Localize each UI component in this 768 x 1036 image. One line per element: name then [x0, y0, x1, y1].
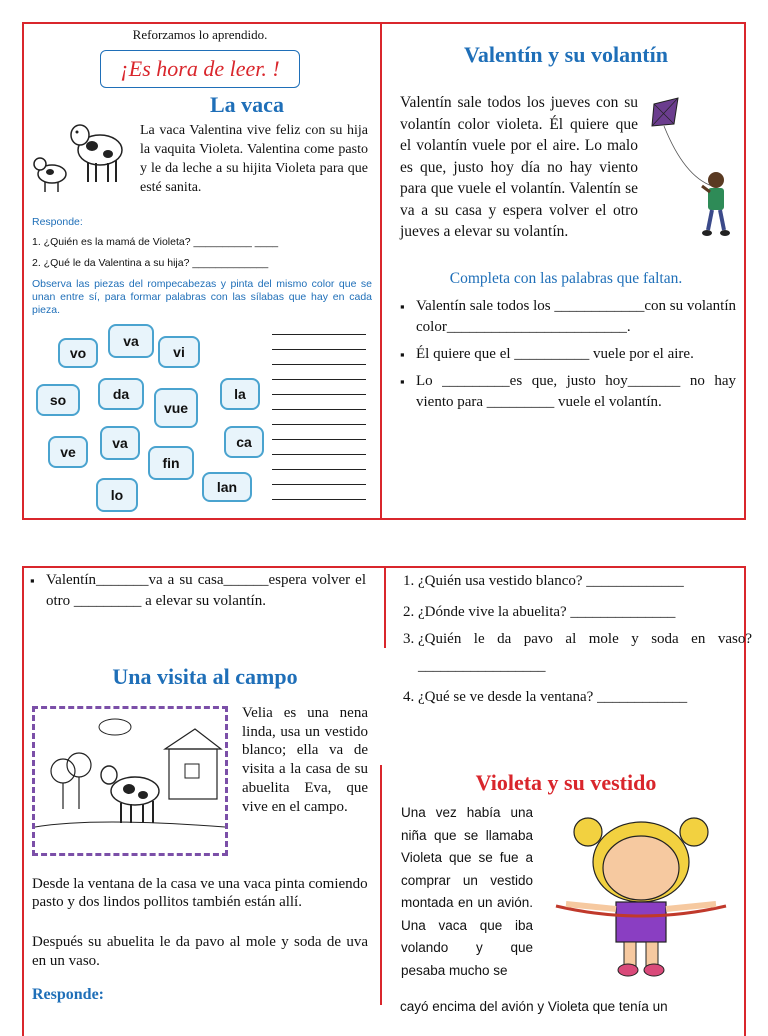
puzzle-piece[interactable]: vue [154, 388, 198, 428]
puzzle-piece[interactable]: ve [48, 436, 88, 468]
visita-question: 4. ¿Qué se ve desde la ventana? ____________ [418, 684, 752, 711]
fill-in-item: ▪ Valentín sale todos los ____________con su volantín color________________________. [400, 296, 736, 338]
farm-drawing [35, 709, 225, 853]
responde-label-bottom: Responde: [32, 986, 105, 1003]
answer-line[interactable] [272, 499, 366, 500]
puzzle-piece[interactable]: vi [158, 336, 200, 368]
valentin-story: Valentín sale todos los jueves con su volantín color violeta. Él quiere que el volantín vuele por el aire. Lo malo es que, justo hoy día no hay viento para que vuele el volantín. Valentín se va a su casa y espera volver el otro jueves a elevar su volantín. [400, 94, 638, 240]
reading-banner [100, 50, 300, 88]
girl-illustration [546, 814, 736, 984]
bottom-divider [384, 566, 386, 648]
syllable-puzzle [28, 318, 266, 518]
visita-question: 3. ¿Quién le da pavo al mole y soda en vaso? _________________ [418, 626, 752, 680]
fill-in-item: ▪ Él quiere que el __________ vuele por el aire. [400, 344, 736, 365]
complete-subtitle: Completa con las palabras que faltan. [449, 270, 683, 287]
visita-question: 2. ¿Dónde vive la abuelita? ______________ [418, 599, 752, 626]
answer-line[interactable] [272, 409, 366, 410]
answer-line[interactable] [272, 469, 366, 470]
puzzle-piece[interactable]: ca [224, 426, 264, 458]
top-divider [380, 22, 382, 520]
violeta-story-cont: cayó encima del avión y Violeta que tenía un [400, 999, 668, 1014]
fill-in-list [400, 296, 736, 413]
continuation-item: ▪ Valentín_______va a su casa______espera volver el otro _________ a elevar su volantín. [30, 570, 366, 612]
visita-story-side: Velia es una nena linda, usa un vestido blanco; ella va de visita a la casa de su abuelita Eva, que vive en el campo. [242, 705, 368, 815]
continuation-item-list [30, 570, 366, 612]
violeta-story-side: Una vez había una niña que se llamaba Violeta que se fue a comprar un vestido montada en un avión. Una vaca que iba volando y que pesaba mucho se [401, 805, 533, 978]
puzzle-instruction: Observa las piezas del rompecabezas y pinta del mismo color que se unan entre sí, para formar palabras con las sílabas que hay en cada pieza. [32, 278, 372, 316]
answer-line[interactable] [272, 424, 366, 425]
puzzle-piece[interactable]: fin [148, 446, 194, 480]
question-2: 2. ¿Qué le da Valentina a su hija? _____________ [32, 257, 269, 269]
answer-line[interactable] [272, 334, 366, 335]
puzzle-piece[interactable]: vo [58, 338, 98, 368]
answer-line[interactable] [272, 364, 366, 365]
bottom-divider-lower [380, 765, 382, 1005]
answer-line[interactable] [272, 454, 366, 455]
answer-line[interactable] [272, 439, 366, 440]
farm-illustration [32, 706, 228, 856]
visita-story-p3: Después su abuelita le da pavo al mole y soda de uva en un vaso. [32, 934, 368, 969]
story-title-visita: Una visita al campo [112, 664, 298, 689]
story-title-la-vaca: La vaca [210, 92, 284, 117]
la-vaca-story: La vaca Valentina vive feliz con su hija la vaquita Violeta. Valentina come pasto y le da leche a su hijita Violeta para que esté sanita. [140, 123, 368, 195]
puzzle-piece[interactable]: va [100, 426, 140, 460]
kite-boy-illustration [644, 96, 742, 246]
puzzle-piece[interactable]: da [98, 378, 144, 410]
puzzle-piece[interactable]: lan [202, 472, 252, 502]
fill-in-item: ▪ Lo _________es que, justo hoy_______ no hay viento para _________ vuele el volantín. [400, 371, 736, 413]
visita-story-p2: Desde la ventana de la casa ve una vaca pinta comiendo pasto y dos lindos pollitos también están allí. [32, 876, 368, 910]
visita-questions [400, 568, 752, 711]
responde-label-top: Responde: [32, 216, 83, 228]
puzzle-piece[interactable]: la [220, 378, 260, 410]
answer-line[interactable] [272, 349, 366, 350]
story-title-violeta: Violeta y su vestido [475, 770, 657, 795]
answer-line[interactable] [272, 394, 366, 395]
header-text: Reforzamos lo aprendido. [132, 27, 268, 42]
answer-line[interactable] [272, 484, 366, 485]
puzzle-piece[interactable]: so [36, 384, 80, 416]
answer-line[interactable] [272, 379, 366, 380]
story-title-valentin: Valentín y su volantín [464, 42, 668, 67]
puzzle-piece[interactable]: lo [96, 478, 138, 512]
cow-illustration [30, 110, 135, 200]
banner-text: ¡Es hora de leer. ! [120, 56, 280, 81]
visita-question: 1. ¿Quién usa vestido blanco? _____________ [418, 568, 752, 595]
puzzle-piece[interactable]: va [108, 324, 154, 358]
question-1: 1. ¿Quién es la mamá de Violeta? __________ ____ [32, 236, 279, 248]
